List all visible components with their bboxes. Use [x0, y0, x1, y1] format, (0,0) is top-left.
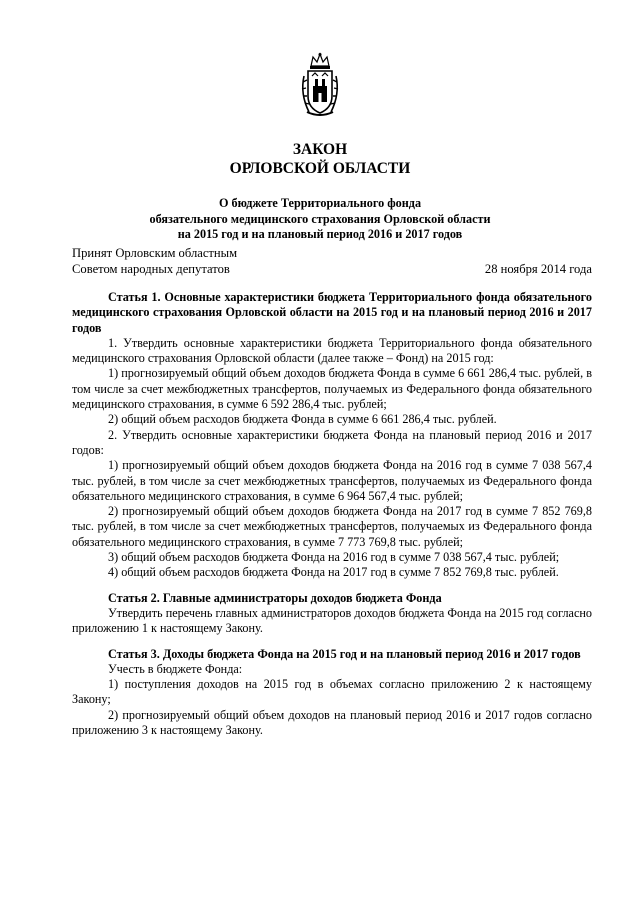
law-subtitle	[0, 196, 640, 243]
law-subtitle-line2: обязательного медицинского страхования Орловской области	[149, 211, 491, 226]
article-2-paragraph: Утвердить перечень главных администраторов доходов бюджета Фонда на 2015 год согласно приложению 1 к настоящему Закону.	[72, 605, 592, 636]
article-spacer	[72, 581, 592, 591]
article-3-heading: Статья 3. Доходы бюджета Фонда на 2015 год и на плановый период 2016 и 2017 годов	[108, 646, 581, 661]
law-title-line1: ЗАКОН	[292, 141, 348, 158]
article-1-paragraph: 3) общий объем расходов бюджета Фонда на 2016 год в сумме 7 038 567,4 тыс. рублей;	[108, 550, 560, 565]
law-subtitle-line1: О бюджете Территориального фонда	[218, 196, 422, 210]
article-1-paragraph: 1. Утвердить основные характеристики бюджета Территориального фонда обязательного медицинского страхования Орловской области (далее также – Фонд) на 2015 год:	[72, 335, 592, 366]
article-2-heading: Статья 2. Главные администраторы доходов бюджета Фонда	[108, 590, 442, 605]
adopted-by-line2: Советом народных депутатов	[72, 261, 230, 276]
article-1-paragraph: 1) прогнозируемый общий объем доходов бюджета Фонда в сумме 6 661 286,4 тыс. рублей, в том числе за счет межбюджетных трансфертов, получаемых из Федерального фонда обязательного медицинского страхования, в сумме 6 592 286,4 тыс. рублей;	[72, 366, 592, 412]
article-1-paragraph: 2) общий объем расходов бюджета Фонда в сумме 6 661 286,4 тыс. рублей.	[108, 412, 497, 427]
article-1-paragraph: 2. Утвердить основные характеристики бюджета Фонда на плановый период 2016 и 2017 годов:	[72, 427, 592, 457]
law-title-line2: ОРЛОВСКОЙ ОБЛАСТИ	[229, 160, 411, 177]
law-title	[0, 140, 640, 178]
adoption-block	[72, 246, 592, 277]
article-3-paragraph: Учесть в бюджете Фонда:	[108, 661, 243, 676]
article-3-paragraph: 2) прогнозируемый общий объем доходов на плановый период 2016 и 2017 годов согласно приложению 3 к настоящему Закону.	[72, 707, 592, 738]
law-subtitle-line3: на 2015 год и на плановый период 2016 и 2017 годов	[177, 227, 463, 241]
law-body	[72, 290, 592, 738]
article-spacer	[72, 637, 592, 647]
article-3-paragraph: 1) поступления доходов на 2015 год в объемах согласно приложению 2 к настоящему Закону;	[72, 677, 592, 707]
article-1-paragraph: 2) прогнозируемый общий объем доходов бюджета Фонда на 2017 год в сумме 7 852 769,8 тыс. рублей, в том числе за счет межбюджетных трансфертов, получаемых из Федерального фонда обязательного медицинского страхования, в сумме 7 773 769,8 тыс. рублей;	[72, 504, 592, 549]
adoption-date: 28 ноября 2014 года	[484, 261, 592, 276]
orel-region-coat-of-arms-icon	[299, 52, 341, 120]
article-1-paragraph: 4) общий объем расходов бюджета Фонда на 2017 год в сумме 7 852 769,8 тыс. рублей.	[108, 565, 559, 580]
article-1-heading: Статья 1. Основные характеристики бюджета Территориального фонда обязательного медицинского страхования Орловской области на 2015 год и на плановый период 2016 и 2017 годов	[72, 290, 592, 335]
adopted-by-line1: Принят Орловским областным	[72, 246, 238, 260]
article-1-paragraph: 1) прогнозируемый общий объем доходов бюджета Фонда на 2016 год в сумме 7 038 567,4 тыс. рублей, в том числе за счет межбюджетных трансфертов, получаемых из Федерального фонда обязательного медицинского страхования, в сумме 6 964 567,4 тыс. рублей;	[72, 458, 592, 503]
